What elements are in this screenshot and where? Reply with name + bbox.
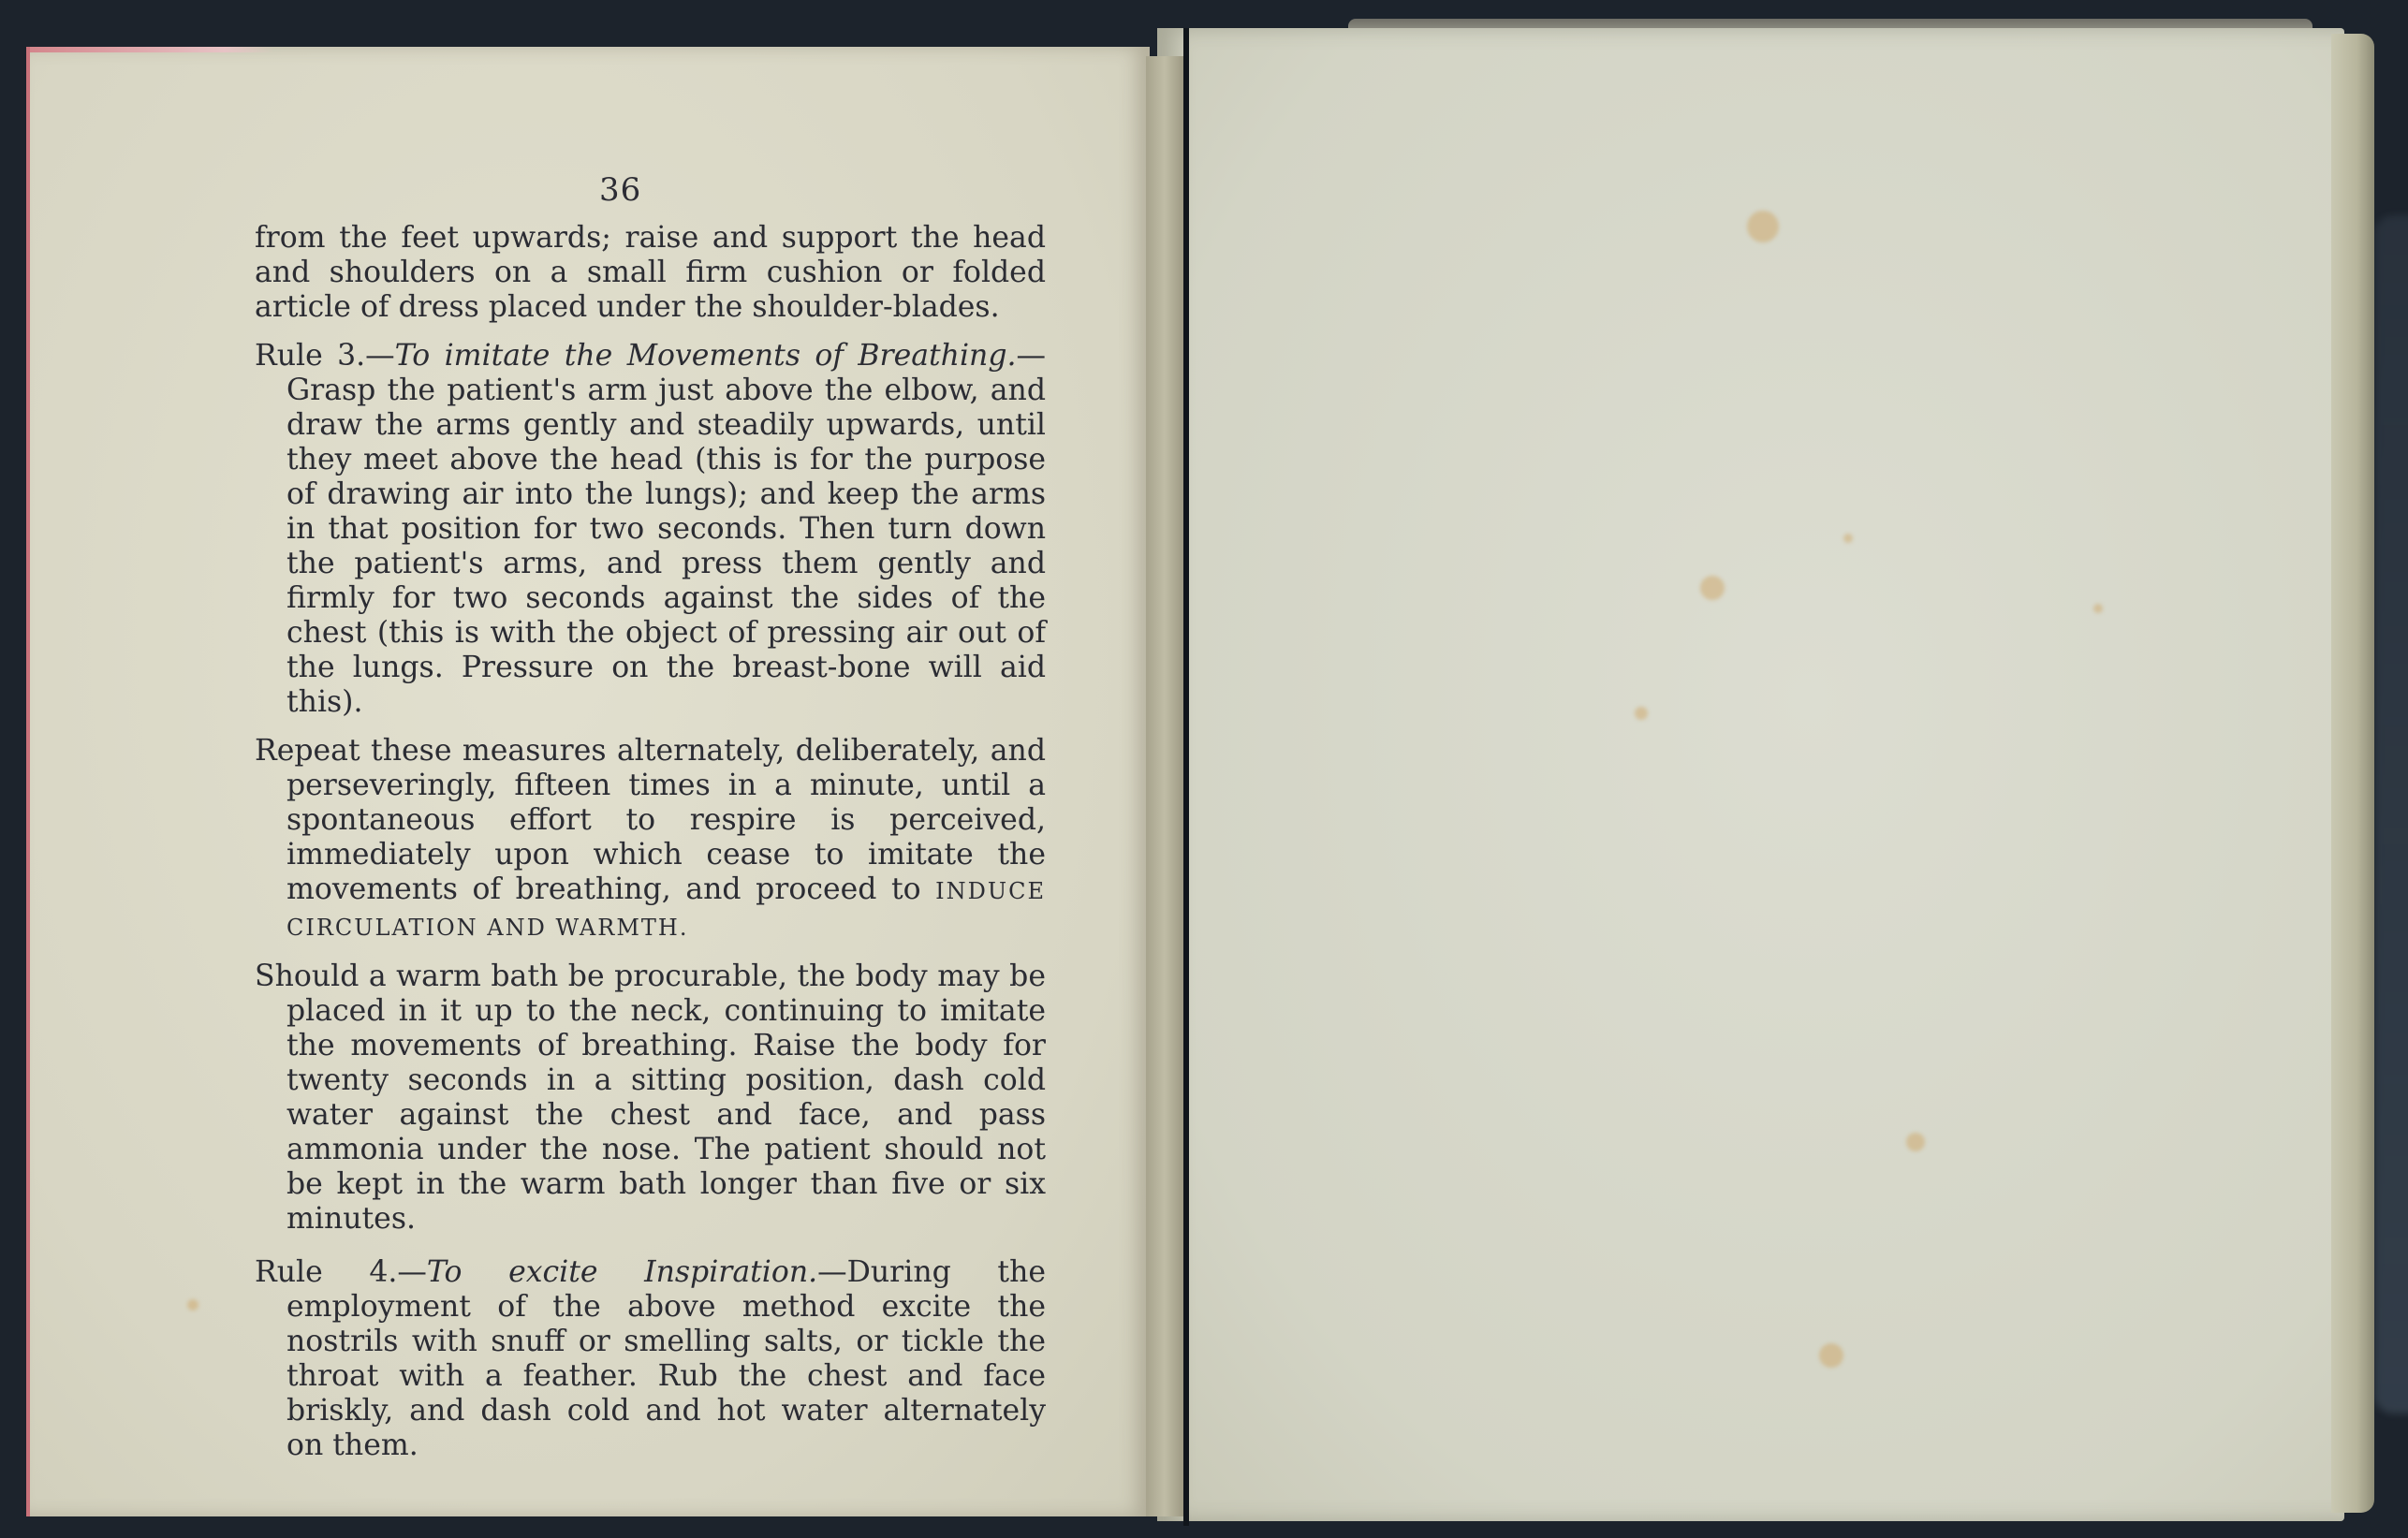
repeat-body: Repeat these measures alternately, deliberately, and perseveringly, fifteen times in a minute, until a spontaneous effort to respire is perceived, immediately upon which cease to imitate the movements of breathing, and proceed to (255, 734, 1046, 906)
rule-4-label: Rule 4.— (255, 1255, 427, 1289)
paragraph-repeat (255, 734, 1046, 945)
paragraph-continuation: from the feet upwards; raise and support the head and shoulders on a small firm cushion or folded article of dress placed under the shoulder-blades. (255, 221, 1046, 324)
foxing-spot (1747, 211, 1779, 242)
page-text (255, 221, 1046, 1463)
foxing-spot (1819, 1343, 1843, 1368)
right-page-edge (2331, 34, 2374, 1513)
gutter (1146, 56, 1183, 1516)
page-number: 36 (599, 171, 642, 209)
rule-3-dash: — (1016, 339, 1046, 373)
rule-4-title: To excite Inspiration. (426, 1255, 818, 1289)
paragraph-rule-3 (255, 339, 1046, 720)
rule-3-body: Grasp the patient's arm just above the elbow, and draw the arms gently and steadily upwards, until they meet above the head (this is for the purpose of drawing air into the lungs); and keep the arms in that position for two seconds. Then turn down the patient's arms, and press them gently and firmly for two seconds against the sides of the chest (this is with the object of pressing air out of the lungs. Pressure on the breast-bone will aid this). (286, 374, 1046, 719)
rule-4-body: During the employment of the above method excite the nostrils with snuff or smelling salts, or tickle the throat with a feather. Rub the chest and face briskly, and dash cold and hot water alternately on them. (286, 1255, 1046, 1462)
paragraph-warm-bath: Should a warm bath be procurable, the body may be placed in it up to the neck, continuing to imitate the movements of breathing. Raise the body for twenty seconds in a sitting position, dash cold water against the chest and face, and pass ammonia under the nose. The patient should not be kept in the warm bath longer than five or six minutes. (255, 959, 1046, 1236)
right-page (1157, 28, 2344, 1521)
gutter-shadow (1183, 28, 1189, 1526)
foxing-spot (187, 1299, 198, 1311)
show-through-illustration (2374, 215, 2408, 1413)
foxing-spot (1635, 707, 1648, 720)
paragraph-rule-4 (255, 1255, 1046, 1463)
rule-4-dash: — (817, 1255, 847, 1289)
rule-3-title: To imitate the Movements of Breathing. (394, 339, 1017, 373)
repeat-small-caps: INDUCE CIRCULATION AND WARMTH. (286, 878, 1046, 941)
foxing-spot (1700, 576, 1725, 600)
foxing-spot (1906, 1133, 1925, 1151)
foxing-spot (2093, 604, 2103, 613)
foxing-spot (1843, 534, 1853, 543)
rule-3-label: Rule 3.— (255, 339, 395, 373)
